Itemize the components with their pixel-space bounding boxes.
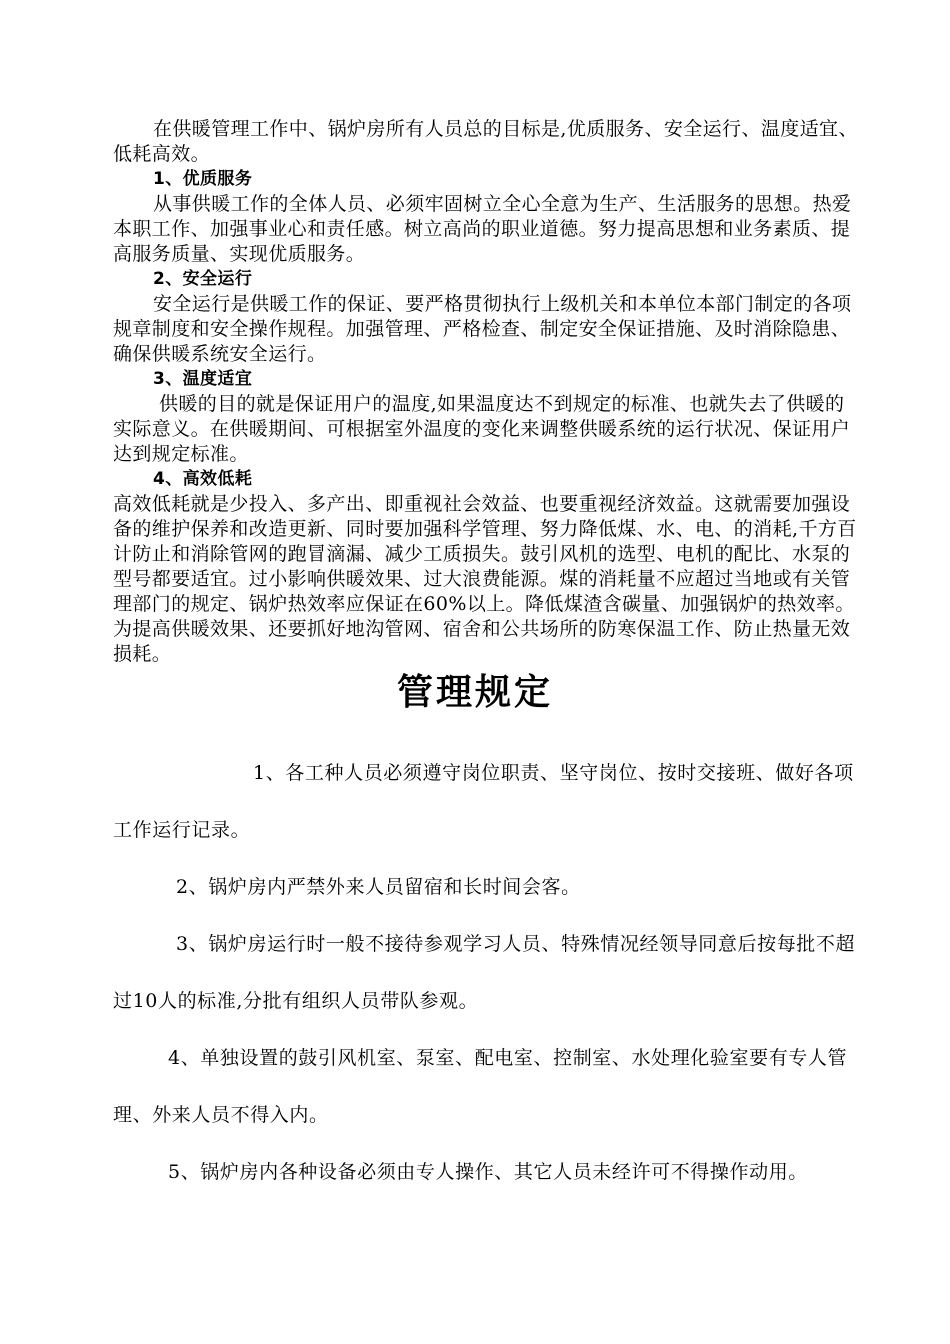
section-heading-high-efficiency: 4、高效低耗 — [153, 469, 253, 489]
rules-list — [113, 745, 863, 1201]
section-body-quality-service: 从事供暖工作的全体人员、必须牢固树立全心全意为生产、生活服务的思想。热爱本职工作、加强事业心和责任感。树立高尚的职业道德。努力提高思想和业务素质、提高服务质量、实现优质服务。 — [113, 193, 852, 265]
section-body-safe-operation: 安全运行是供暖工作的保证、要严格贯彻执行上级机关和本单位本部门制定的各项规章制度和安全操作规程。加强管理、严格检查、制定安全保证措施、及时消除隐患、确保供暖系统安全运行。 — [113, 293, 852, 365]
rule-item: 3、锅炉房运行时一般不接待参观学习人员、特殊情况经领导同意后按每批不超过10人的标准,分批有组织人员带队参观。 — [113, 933, 856, 1012]
section-body-suitable-temperature: 供暖的目的就是保证用户的温度,如果温度达不到规定的标准、也就失去了供暖的实际意义。在供暖期间、可根据室外温度的变化来调整供暖系统的运行状况、保证用户达到规定标准。 — [113, 393, 851, 465]
rule-item: 2、锅炉房内严禁外来人员留宿和长时间会客。 — [176, 876, 581, 898]
rule-item: 1、各工种人员必须遵守岗位职责、坚守岗位、按时交接班、做好各项工作运行记录。 — [113, 762, 854, 841]
section-heading-suitable-temperature: 3、温度适宜 — [153, 369, 253, 389]
section-body-high-efficiency: 高效低耗就是少投入、多产出、即重视社会效益、也要重视经济效益。这就需要加强设备的维护保养和改造更新、同时要加强科学管理、努力降低煤、水、电、的消耗,千方百计防止和消除管网的跑冒滴漏、减少工质损失。鼓引风机的选型、电机的配比、水泵的型号都要适宜。过小影响供暖效果、过大浪费能源。煤的消耗量不应超过当地或有关管理部门的规定、锅炉热效率应保证在60%以上。降低煤渣含碳量、加强锅炉的热效率。为提高供暖效果、还要抓好地沟管网、宿舍和公共场所的防寒保温工作、防止热量无效损耗。 — [113, 493, 857, 665]
rule-item: 5、锅炉房内各种设备必须由专人操作、其它人员未经许可不得操作动用。 — [168, 1161, 808, 1183]
objectives-section — [113, 117, 863, 667]
section-heading-quality-service: 1、优质服务 — [153, 169, 253, 189]
page-title: 管理规定 — [396, 672, 553, 713]
section-heading-safe-operation: 2、安全运行 — [153, 269, 253, 289]
rule-item: 4、单独设置的鼓引风机室、泵室、配电室、控制室、水处理化验室要有专人管理、外来人员不得入内。 — [113, 1047, 848, 1126]
intro-paragraph: 在供暖管理工作中、锅炉房所有人员总的目标是,优质服务、安全运行、温度适宜、低耗高效。 — [113, 118, 858, 165]
